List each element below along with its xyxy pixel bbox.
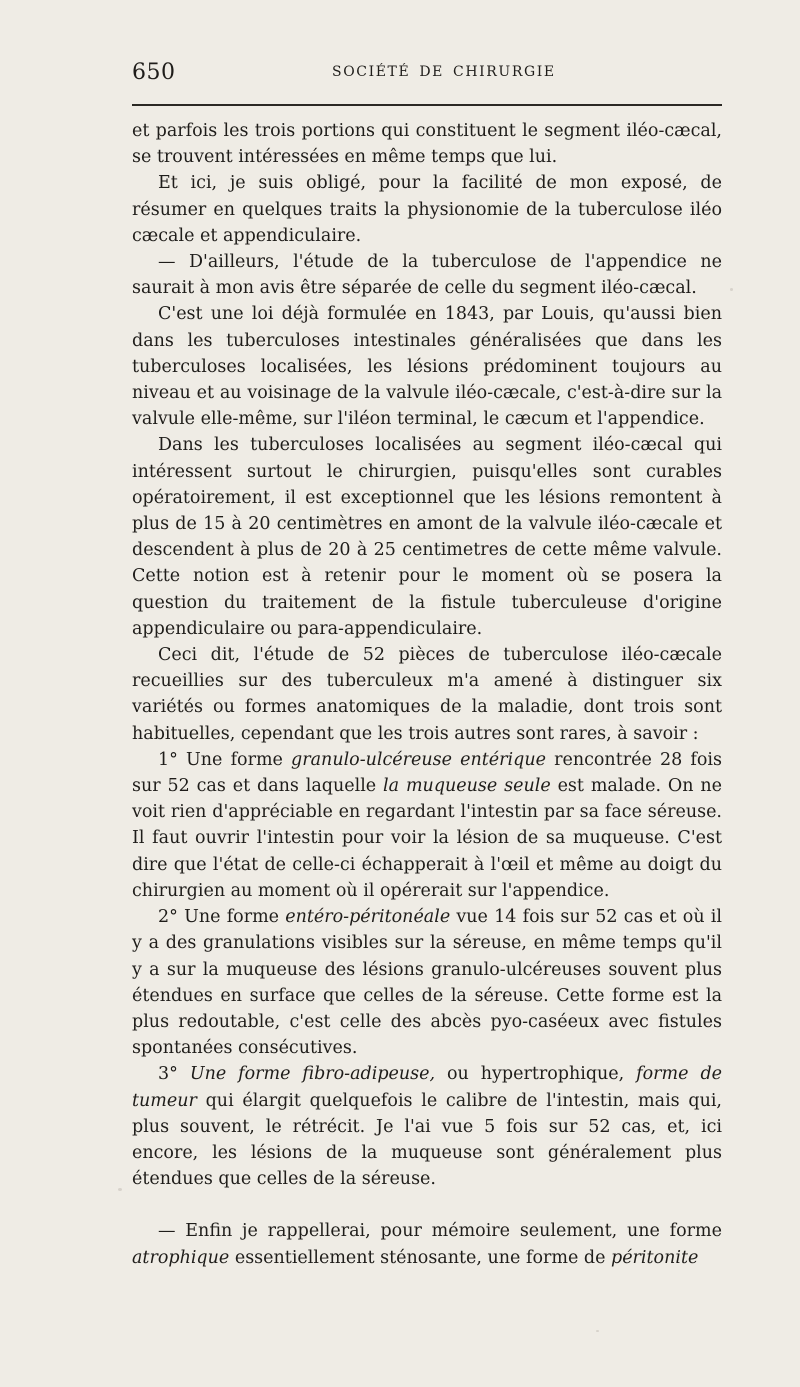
page-number: 650 — [132, 60, 176, 85]
text-run: Dans les tuberculoses localisées au segment iléo-cæcal qui intéressent surtout le chirurgien, puisqu'elles sont curables opératoirement, il est exceptionnel que les lésions remontent à plus de 15 à 20 centimètres en amont de la valvule iléo-cæcale et descendent à plus de 20 à 25 centimetres de cette même valvule. Cette notion est à retenir pour le moment où se posera la question du traitement de la fistule tuberculeuse d'origine appendiculaire ou para-appendiculaire. — [132, 435, 722, 639]
header-rule — [132, 104, 722, 106]
italic-text: atrophique — [132, 1247, 230, 1268]
running-title: SOCIÉTÉ DE CHIRURGIE — [332, 64, 556, 80]
text-run: C'est une loi déjà formulée en 1843, par Louis, qu'aussi bien dans les tuberculoses intestinales généralisées que dans les tuberculoses localisées, les lésions prédominent toujours au niveau et au voisinage de la valvule iléo-cæcale, c'est-à-dire sur la valvule elle-même, sur l'iléon terminal, le cæcum et l'appendice. — [132, 304, 722, 430]
paragraph — [132, 1218, 722, 1270]
text-run: 1° Une forme — [158, 749, 292, 770]
text-run: essentiellement sténosante, une forme de — [229, 1247, 611, 1268]
italic-text: granulo-ulcéreuse entérique — [291, 749, 546, 770]
text-run: Et ici, je suis obligé, pour la facilité de mon exposé, de résumer en quelques traits la physionomie de la tuberculose iléo cæcale et appendiculaire. — [132, 173, 722, 246]
paragraph — [132, 1061, 722, 1192]
text-run: 3° — [158, 1064, 190, 1085]
text-run: ou hypertrophique, — [435, 1064, 637, 1085]
paragraph — [132, 642, 722, 747]
body-text — [132, 118, 722, 1271]
text-run: et parfois les trois portions qui constituent le segment iléo-cæcal, se trouvent intéressées en même temps que lui. — [132, 121, 722, 168]
italic-text: la muqueuse seule — [383, 776, 551, 797]
text-run: — Enfin je rappellerai, pour mémoire seulement, une forme — [158, 1221, 722, 1242]
text-run: 2° Une forme — [158, 907, 286, 928]
paragraph — [132, 118, 722, 170]
paper-speck — [118, 1188, 122, 1191]
italic-text: Une forme fibro-adipeuse, — [189, 1064, 436, 1085]
italic-text: péritonite — [611, 1247, 699, 1268]
paragraph — [132, 747, 722, 904]
paragraph — [132, 170, 722, 249]
text-run: Ceci dit, l'étude de 52 pièces de tuberculose iléo-cæcale recueillies sur des tuberculeux m'a amené à distinguer six variétés ou formes anatomiques de la maladie, dont trois sont habituelles, cependant que les trois autres sont rares, à savoir : — [132, 645, 722, 744]
italic-text: forme de tumeur — [132, 1064, 722, 1111]
paragraph — [132, 249, 722, 301]
text-run: vue 14 fois sur 52 cas et où il y a des granulations visibles sur la séreuse, en même temps qu'il y a sur la muqueuse des lésions granulo-ulcéreuses souvent plus étendues en surface que celles de la séreuse. Cette forme est la plus redoutable, c'est celle des abcès pyo-caséeux avec fistules spontanées consécutives. — [132, 907, 722, 1059]
text-run: est malade. On ne voit rien d'appréciable en regardant l'intestin par sa face séreuse. Il faut ouvrir l'intestin pour voir la lésion de sa muqueuse. C'est dire que l'état de celle-ci échapperait à l'œil et même au doigt du chirurgien au moment où il opérerait sur l'appendice. — [132, 776, 722, 901]
text-run: — D'ailleurs, l'étude de la tuberculose de l'appendice ne saurait à mon avis être séparée de celle du segment iléo-cæcal. — [132, 252, 722, 299]
text-run: rencontrée 28 fois sur 52 cas et dans laquelle — [132, 749, 722, 797]
paper-speck — [596, 1330, 599, 1332]
paragraph — [132, 904, 722, 1061]
text-run: qui élargit quelquefois le calibre de l'intestin, mais qui, plus souvent, le rétrécit. Je l'ai vue 5 fois sur 52 cas, et, ici encore, les lésions de la muqueuse sont généralement plus étendues que celles de la séreuse. — [132, 1090, 722, 1190]
page-header — [132, 58, 722, 88]
italic-text: entéro-péritonéale — [285, 907, 451, 928]
paragraph — [132, 432, 722, 642]
paragraph — [132, 301, 722, 432]
paper-speck — [730, 288, 733, 291]
